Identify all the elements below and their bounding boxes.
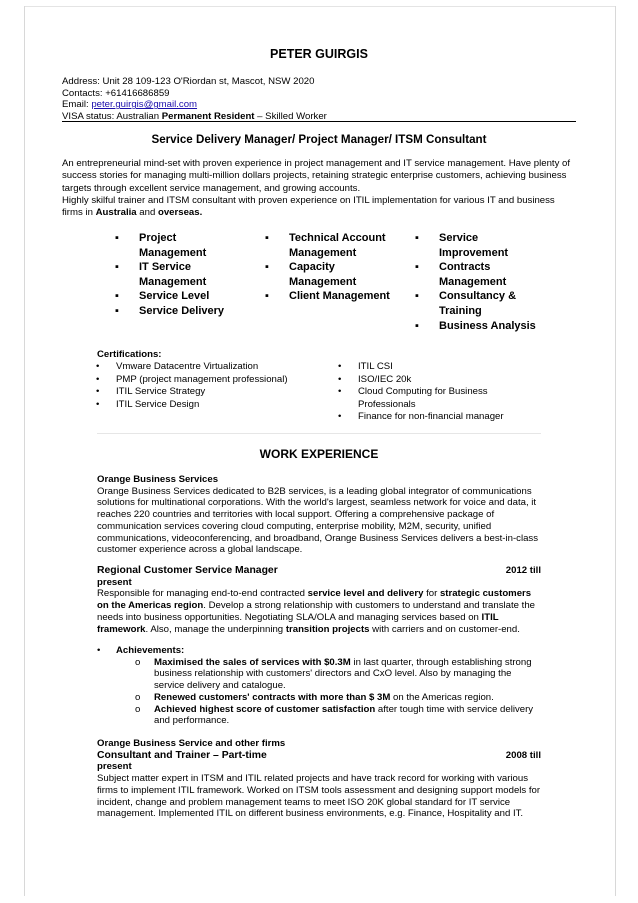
job-date: 2008 till [505,749,541,761]
certification-item: • ITIL CSI [338,361,538,374]
certification-item: • PMP (project management professional) [96,374,326,387]
job-2 [97,738,541,820]
role-title: Service Delivery Manager/ Project Manager/ ITSM Consultant [151,133,487,146]
achievement [116,704,541,727]
summary [62,158,578,219]
job-1 [97,565,541,635]
achievement-bold: Maximised the sales of services with $0.3M [154,656,351,668]
job-description [97,588,541,635]
header-divider [62,121,576,122]
summary-paragraph: An entrepreneurial mind-set with proven experience in project management and IT service management. Have plenty of success stories for managing multi-million dollars projects, retaining strategic enterprise customers, achieving business targets through excellent service management, and growing accounts. [62,158,571,194]
achievement [116,692,541,704]
certification-item: • Vmware Datacentre Virtualization [96,361,326,374]
summary-line-2 [62,195,578,220]
certification-item: • ITIL Service Strategy [96,386,326,399]
contact-block [62,76,327,122]
address: Address: Unit 28 109-123 O'Riordan st, Mascot, NSW 2020 [62,76,315,87]
candidate-name: PETER GUIRGIS [270,47,368,61]
skill-item: ▪ Capacity Management [265,260,400,289]
job-header [97,565,541,577]
summary-text: and [136,207,158,219]
job-present: present [97,576,132,588]
certification-item: • Cloud Computing for Business Professionals [338,386,498,411]
achievement-text: after tough time with service delivery and performance. [154,703,534,727]
achievement-bold: Renewed customers' contracts with more than $ 3M [154,691,391,703]
skill-item: ▪ Service Level [115,289,230,304]
skill-item: ▪ Technical Account Management [265,231,400,260]
certification-item: • Finance for non-financial manager [338,411,538,424]
skill-item: ▪ IT Service Management [115,260,230,289]
summary-text: Highly skilful trainer and ITSM consultant with proven experience on ITIL implementation for various IT and business firms in [62,194,555,219]
visa-prefix: VISA status: Australian [62,110,162,122]
company-1 [97,474,541,556]
job-title: Regional Customer Service Manager [97,565,278,576]
skill-item: ▪ Contracts Management [415,260,545,289]
achievements [97,645,541,727]
job-text: . Also, manage the underpinning [145,623,286,635]
skill-item: ▪ Client Management [265,289,400,304]
certifications-left [96,361,326,411]
certifications-heading: Certifications: [97,349,162,360]
job-text: with carriers and on customer-end. [369,623,520,635]
skill-item: ▪ Business Analysis [415,319,545,334]
job-description: Subject matter expert in ITSM and ITIL related projects and have track record for working with various firms to implement ITIL framework. Worked on ITSM tools assessment and designing support models for incident, change and problem management teams to meet ISO 20K global standard for IT service management. Implemented ITIL on different business environments, e.g. Finance, Hospitality and IT. [97,773,541,820]
company-name: Orange Business Service and other firms [97,738,286,749]
section-divider [97,433,541,434]
achievement [116,657,541,692]
skill-item: ▪ Service Improvement [415,231,545,260]
company-description: Orange Business Services dedicated to B2B services, is a leading global integrator of communications solutions for multinational corporations. With the world's largest, seamless network for voice and data, it reaches 220 countries and territories with local support. Offering a comprehensive package of communication services covering cloud computing, enterprise mobility, M2M, security, unified communications, videoconferencing, and broadband, Orange Business Services delivers a best-in-class customer experience across a global landscape. [97,485,539,556]
job-bold: ITIL framework [97,611,499,635]
skills-column-3 [415,231,545,333]
job-date: 2012 till [505,565,541,576]
contacts: Contacts: +61416686859 [62,87,170,99]
certification-item: • ITIL Service Design [96,399,326,412]
job-present: present [97,761,132,773]
visa-suffix: – Skilled Worker [254,110,327,122]
achievements-item [97,645,541,727]
work-experience-title: WORK EXPERIENCE [259,447,379,461]
summary-bold: overseas. [157,207,203,219]
summary-bold: Australia [95,207,137,219]
achievement-text: on the Americas region. [390,691,494,703]
skill-item: ▪ Consultancy & Training [415,289,545,318]
email-link[interactable]: peter.guirgis@gmail.com [91,99,198,111]
email-line [62,99,327,111]
certifications-right [338,361,538,424]
achievement-text: in last quarter, through establishing strong business relationship with customers' directors and CxO level. Also by managing the service delivery and catalogue. [154,656,532,692]
job-bold: service level and delivery [307,588,424,600]
skill-item: ▪ Service Delivery [115,304,230,319]
certification-item: • ISO/IEC 20k [338,374,538,387]
achievements-label: Achievements: [116,645,185,656]
job-text: for [423,588,440,600]
email-label: Email: [62,99,92,111]
skills-column-1 [115,231,230,319]
job-bold: strategic customers on the Americas region [97,588,532,612]
visa-bold: Permanent Resident [161,110,255,122]
job-header [97,750,541,762]
achievement-bold: Achieved highest score of customer satisfaction [154,703,376,715]
skills-column-2 [265,231,400,304]
job-text: Responsible for managing end-to-end contracted [97,588,308,600]
company-name: Orange Business Services [97,474,219,485]
job-bold: transition projects [285,623,370,635]
skill-item: ▪ Project Management [115,231,230,260]
job-title: Consultant and Trainer – Part-time [97,749,267,761]
job-text: . Develop a strong relationship with customers to understand and translate the needs into business opportunities. Negotiating SLA/OLA and managing services based on [97,600,535,623]
